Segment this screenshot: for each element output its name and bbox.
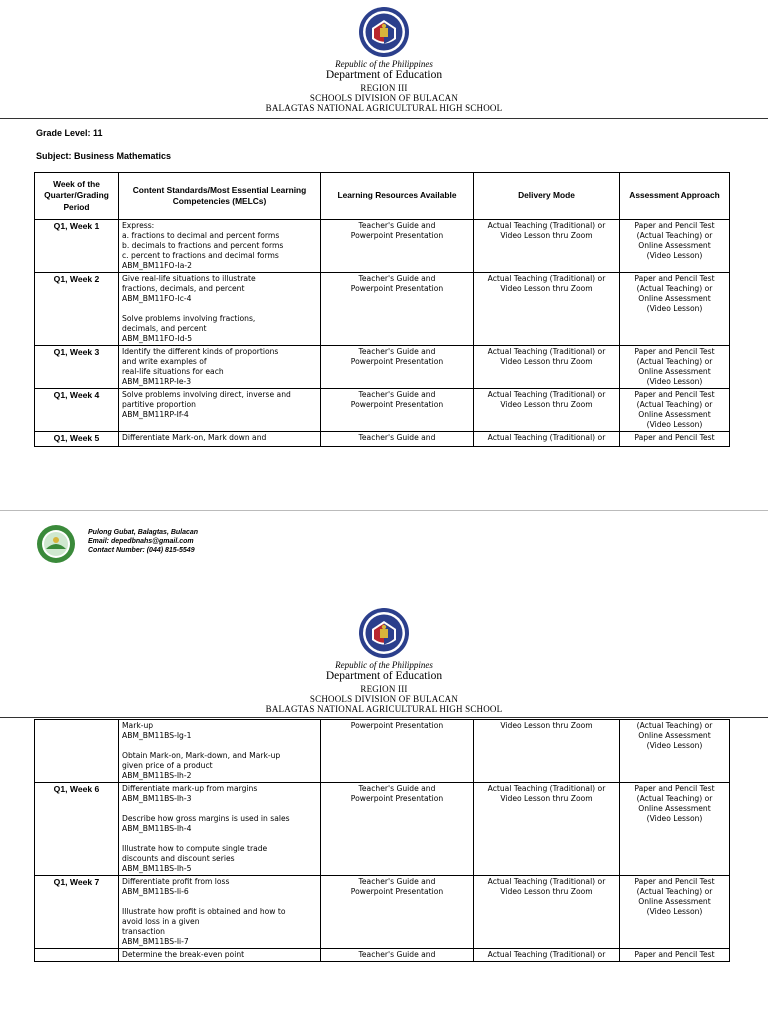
content-cell-line: ABM_BM11RP-If-4	[122, 410, 189, 420]
content-cell	[119, 220, 321, 273]
assessment-cell-line: Paper and Pencil Test	[634, 274, 715, 284]
school-label: BALAGTAS NATIONAL AGRICULTURAL HIGH SCHOOL	[265, 103, 503, 114]
letterhead	[0, 59, 768, 114]
assessment-cell-line: Online Assessment	[638, 367, 711, 377]
content-cell-line: ABM_BM11FO-Id-5	[122, 334, 193, 344]
resources-cell-line: Powerpoint Presentation	[350, 231, 444, 241]
week-cell: Q1, Week 5	[35, 432, 119, 446]
table-body-page-1	[35, 220, 730, 447]
delivery-cell	[474, 346, 620, 389]
republic-label: Republic of the Philippines	[335, 660, 433, 670]
table-row	[35, 346, 730, 389]
delivery-cell-line: Actual Teaching (Traditional) or	[487, 347, 606, 357]
department-label: Department of Education	[325, 670, 443, 683]
content-cell-line: real-life situations for each	[122, 367, 224, 377]
content-cell-line: ABM_BM11FO-Ic-4	[122, 294, 192, 304]
delivery-cell	[474, 220, 620, 273]
document-page-2	[0, 595, 768, 1024]
delivery-cell-line: Actual Teaching (Traditional) or	[487, 274, 606, 284]
table-row	[35, 273, 730, 346]
content-cell-line: Solve problems involving fractions,	[122, 314, 256, 324]
content-cell	[119, 720, 321, 783]
assessment-cell	[620, 432, 730, 446]
assessment-cell-line: Paper and Pencil Test	[634, 347, 715, 357]
content-cell-line: ABM_BM11FO-Ia-2	[122, 261, 192, 271]
assessment-cell-line: (Video Lesson)	[646, 741, 703, 751]
assessment-cell	[620, 273, 730, 346]
melc-table-page-1	[34, 172, 730, 447]
week-cell	[35, 720, 119, 783]
content-cell-line: Differentiate Mark-on, Mark down and	[122, 433, 267, 443]
content-cell-line: Give real-life situations to illustrate	[122, 274, 256, 284]
assessment-cell	[620, 720, 730, 783]
content-cell-line: Determine the break-even point	[122, 950, 245, 960]
division-label: SCHOOLS DIVISION OF BULACAN	[309, 92, 459, 103]
content-cell-line: Illustrate how profit is obtained and how to	[122, 907, 286, 917]
assessment-cell-line: (Actual Teaching) or	[636, 357, 713, 367]
delivery-cell-line: Video Lesson thru Zoom	[500, 284, 593, 294]
resources-cell	[321, 432, 474, 446]
assessment-cell-line: (Video Lesson)	[646, 251, 703, 261]
subject: Subject: Business Mathematics	[36, 151, 172, 161]
week-cell	[35, 949, 119, 962]
region-label: REGION III	[360, 82, 408, 93]
delivery-cell	[474, 389, 620, 432]
content-cell	[119, 346, 321, 389]
header-delivery: Delivery Mode	[474, 173, 620, 220]
table-row	[35, 220, 730, 273]
assessment-cell-line: Paper and Pencil Test	[634, 784, 715, 794]
footer-contact	[88, 528, 198, 555]
assessment-cell-line: Online Assessment	[638, 804, 711, 814]
resources-cell	[321, 346, 474, 389]
content-cell-line: Differentiate mark-up from margins	[122, 784, 258, 794]
assessment-cell-line: (Actual Teaching) or	[636, 400, 713, 410]
region-label: REGION III	[360, 683, 408, 694]
header-resources: Learning Resources Available	[321, 173, 474, 220]
resources-cell-line: Teacher's Guide and	[358, 433, 436, 443]
content-cell-line: given price of a product	[122, 761, 213, 771]
delivery-cell-line: Video Lesson thru Zoom	[500, 400, 593, 410]
content-cell-line	[122, 834, 317, 844]
division-label: SCHOOLS DIVISION OF BULACAN	[309, 693, 459, 704]
assessment-cell-line: Paper and Pencil Test	[634, 433, 715, 443]
resources-cell-line: Powerpoint Presentation	[350, 794, 444, 804]
assessment-cell-line: Paper and Pencil Test	[634, 221, 715, 230]
letterhead	[0, 660, 768, 715]
content-cell-line: Identify the different kinds of proportions	[122, 347, 279, 357]
content-cell-line	[122, 304, 317, 314]
content-cell-line: partitive proportion	[122, 400, 196, 410]
content-cell-line: fractions, decimals, and percent	[122, 284, 245, 294]
resources-cell-line: Teacher's Guide and	[358, 877, 436, 887]
assessment-cell	[620, 783, 730, 876]
republic-label: Republic of the Philippines	[335, 59, 433, 69]
assessment-cell	[620, 346, 730, 389]
content-cell	[119, 783, 321, 876]
table-row	[35, 432, 730, 446]
table-body-page-2	[35, 720, 730, 962]
delivery-cell	[474, 432, 620, 446]
week-cell: Q1, Week 3	[35, 346, 119, 389]
week-cell: Q1, Week 6	[35, 783, 119, 876]
resources-cell-line: Teacher's Guide and	[358, 221, 436, 230]
assessment-cell-line: Paper and Pencil Test	[634, 877, 715, 887]
footer-divider	[0, 510, 768, 517]
content-cell-line: ABM_BM11BS-Ih-4	[122, 824, 192, 834]
footer-address: Pulong Gubat, Balagtas, Bulacan	[88, 529, 199, 536]
assessment-cell-line: (Video Lesson)	[646, 814, 703, 824]
assessment-cell-line: (Actual Teaching) or	[636, 794, 713, 804]
content-cell-line: transaction	[122, 927, 165, 937]
week-cell: Q1, Week 4	[35, 389, 119, 432]
assessment-cell-line: (Actual Teaching) or	[636, 887, 713, 897]
content-cell-line: discounts and discount series	[122, 854, 235, 864]
content-cell-line	[122, 741, 317, 751]
header-content: Content Standards/Most Essential Learning Competencies (MELCs)	[119, 173, 321, 220]
resources-cell	[321, 783, 474, 876]
resources-cell-line: Powerpoint Presentation	[350, 721, 444, 730]
resources-cell	[321, 220, 474, 273]
footer-phone: Contact Number: (044) 815-5549	[88, 547, 195, 555]
header-week: Week of the Quarter/Grading Period	[35, 173, 119, 220]
content-cell	[119, 389, 321, 432]
content-cell	[119, 949, 321, 962]
assessment-cell-line: (Actual Teaching) or	[636, 284, 713, 294]
table-row	[35, 389, 730, 432]
resources-cell-line: Powerpoint Presentation	[350, 400, 444, 410]
content-cell-line: Mark-up	[122, 721, 154, 730]
content-cell-line: ABM_BM11BS-Ii-6	[122, 887, 189, 897]
content-cell-line: decimals, and percent	[122, 324, 207, 334]
content-cell-line: ABM_BM11BS-Ih-2	[122, 771, 192, 781]
content-cell-line: Express:	[122, 221, 155, 230]
assessment-cell-line: Online Assessment	[638, 294, 711, 304]
assessment-cell-line: Paper and Pencil Test	[634, 950, 715, 960]
content-cell-line: Obtain Mark-on, Mark-down, and Mark-up	[122, 751, 281, 761]
delivery-cell-line: Video Lesson thru Zoom	[500, 357, 593, 367]
delivery-cell-line: Actual Teaching (Traditional) or	[487, 433, 606, 443]
table-row	[35, 949, 730, 962]
content-cell-line: a. fractions to decimal and percent forms	[122, 231, 280, 241]
resources-cell	[321, 720, 474, 783]
content-cell-line: Illustrate how to compute single trade	[122, 844, 268, 854]
content-cell-line: c. percent to fractions and decimal forms	[122, 251, 279, 261]
assessment-cell	[620, 220, 730, 273]
assessment-cell	[620, 876, 730, 949]
content-cell-line: ABM_BM11BS-Ig-1	[122, 731, 192, 741]
assessment-cell-line: Online Assessment	[638, 731, 711, 741]
content-cell-line: Describe how gross margins is used in sales	[122, 814, 290, 824]
week-cell: Q1, Week 1	[35, 220, 119, 273]
resources-cell-line: Teacher's Guide and	[358, 784, 436, 794]
content-cell	[119, 273, 321, 346]
assessment-cell	[620, 389, 730, 432]
delivery-cell-line: Video Lesson thru Zoom	[500, 721, 593, 730]
content-cell-line: ABM_BM11BS-Ih-5	[122, 864, 192, 874]
assessment-cell-line: Paper and Pencil Test	[634, 390, 715, 400]
resources-cell-line: Teacher's Guide and	[358, 347, 436, 357]
delivery-cell	[474, 949, 620, 962]
deped-seal-icon	[358, 607, 410, 659]
assessment-cell-line: (Actual Teaching) or	[636, 231, 713, 241]
assessment-cell-line: (Video Lesson)	[646, 304, 703, 314]
content-cell-line	[122, 804, 317, 814]
header-divider	[0, 118, 768, 119]
delivery-cell-line: Actual Teaching (Traditional) or	[487, 390, 606, 400]
delivery-cell-line: Actual Teaching (Traditional) or	[487, 877, 606, 887]
content-cell	[119, 876, 321, 949]
delivery-cell	[474, 876, 620, 949]
content-cell-line: ABM_BM11BS-Ii-7	[122, 937, 189, 947]
content-cell-line: b. decimals to fractions and percent forms	[122, 241, 284, 251]
resources-cell-line: Teacher's Guide and	[358, 950, 436, 960]
resources-cell-line: Teacher's Guide and	[358, 274, 436, 284]
assessment-cell-line: Online Assessment	[638, 897, 711, 907]
delivery-cell	[474, 720, 620, 783]
resources-cell	[321, 273, 474, 346]
resources-cell	[321, 389, 474, 432]
assessment-cell-line: (Video Lesson)	[646, 377, 703, 387]
resources-cell	[321, 876, 474, 949]
content-cell-line: Solve problems involving direct, inverse and	[122, 390, 291, 400]
school-label: BALAGTAS NATIONAL AGRICULTURAL HIGH SCHOOL	[265, 704, 503, 715]
melc-table-page-2	[34, 719, 730, 962]
week-cell: Q1, Week 2	[35, 273, 119, 346]
header-divider	[0, 717, 768, 718]
content-cell-line	[122, 897, 317, 907]
delivery-cell-line: Actual Teaching (Traditional) or	[487, 221, 606, 230]
content-cell-line: avoid loss in a given	[122, 917, 200, 927]
week-cell: Q1, Week 7	[35, 876, 119, 949]
delivery-cell-line: Actual Teaching (Traditional) or	[487, 784, 606, 794]
delivery-cell-line: Video Lesson thru Zoom	[500, 231, 593, 241]
footer-email: Email: depedbnahs@gmail.com	[88, 538, 194, 546]
table-row	[35, 720, 730, 783]
assessment-cell	[620, 949, 730, 962]
assessment-cell-line: Online Assessment	[638, 241, 711, 251]
table-row	[35, 783, 730, 876]
resources-cell-line: Powerpoint Presentation	[350, 357, 444, 367]
resources-cell-line: Powerpoint Presentation	[350, 284, 444, 294]
delivery-cell-line: Actual Teaching (Traditional) or	[487, 950, 606, 960]
school-logo-icon	[36, 524, 76, 564]
delivery-cell	[474, 783, 620, 876]
resources-cell-line: Powerpoint Presentation	[350, 887, 444, 897]
resources-cell	[321, 949, 474, 962]
assessment-cell-line: (Actual Teaching) or	[636, 721, 713, 730]
header-assessment: Assessment Approach	[620, 173, 730, 220]
resources-cell-line: Teacher's Guide and	[358, 390, 436, 400]
department-label: Department of Education	[325, 69, 443, 82]
content-cell	[119, 432, 321, 446]
content-cell-line: Differentiate profit from loss	[122, 877, 230, 887]
content-cell-line: ABM_BM11RP-Ie-3	[122, 377, 192, 387]
assessment-cell-line: (Video Lesson)	[646, 420, 703, 430]
deped-seal-icon	[358, 6, 410, 58]
assessment-cell-line: Online Assessment	[638, 410, 711, 420]
content-cell-line: ABM_BM11BS-Ih-3	[122, 794, 192, 804]
delivery-cell	[474, 273, 620, 346]
grade-level: Grade Level: 11	[36, 128, 103, 138]
delivery-cell-line: Video Lesson thru Zoom	[500, 794, 593, 804]
assessment-cell-line: (Video Lesson)	[646, 907, 703, 917]
content-cell-line: and write examples of	[122, 357, 207, 367]
table-row	[35, 876, 730, 949]
delivery-cell-line: Video Lesson thru Zoom	[500, 887, 593, 897]
